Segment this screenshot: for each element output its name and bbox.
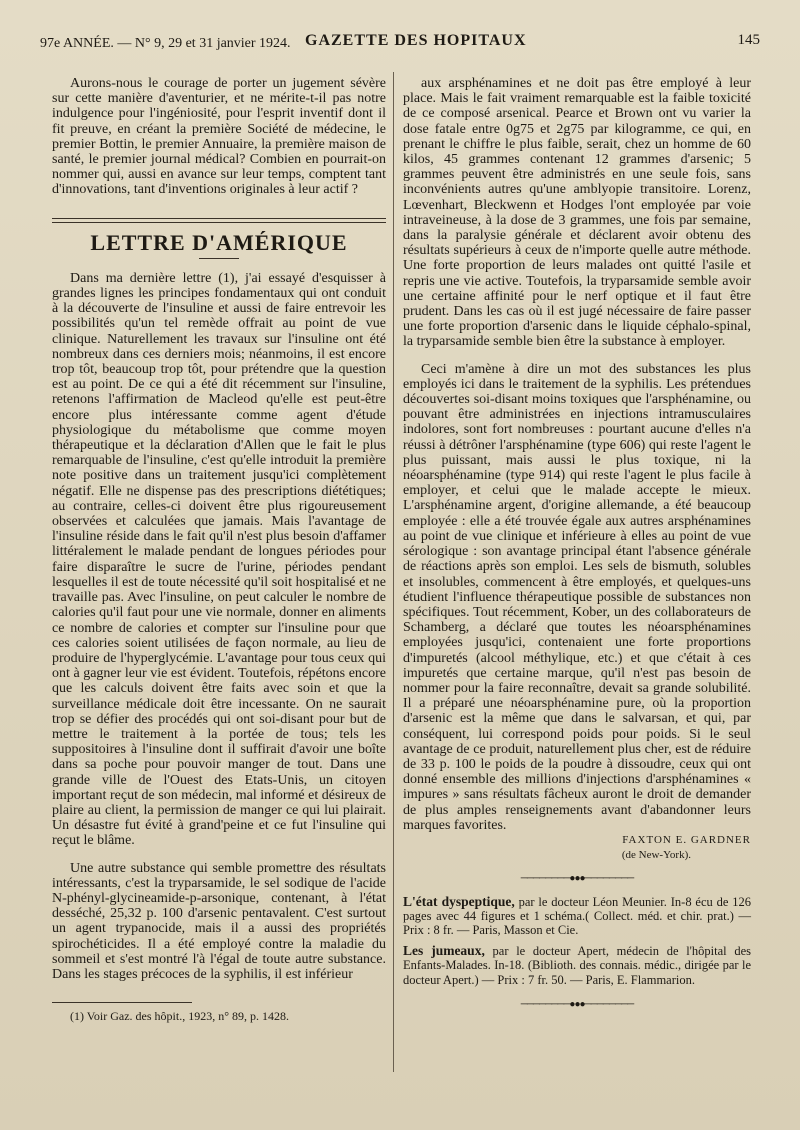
journal-title: GAZETTE DES HOPITAUX: [305, 32, 527, 49]
bibliography-entry-1: [403, 895, 751, 938]
article-paragraph-3: aux arsphénamines et ne doit pas être employé à leur place. Mais le fait vraiment remarquable est la faible toxicité de ce composé arsenical. Pearce et Brown ont vu varier la dose fatale entre 0g75 et 2g75 par kilogramme, ce qui, en prenant le chiffre le plus faible, serait, chez un homme de 60 kilos, 45 grammes contenant 12 grammes d'arsenic; 5 grammes peuvent être administrés en une seule fois, sans inconvénients autres qu'une amblyopie transitoire. Lorenz, Lœvenhart, Bleckwenn et Hodges l'ont employée par voie intraveineuse, à la dose de 3 grammes, une fois par semaine, dans la paralysie générale et déclarent avoir obtenu des résultats supérieurs à ceux de n'importe quelle autre méthode. Une forte proportion de leurs malades ont quitté l'asile et repris une vie active. Toutefois, la tryparsamide semble avoir une certaine affinité pour le nerf optique et il faut être prudent. Dans les cas où il est jugé nécessaire de faire passer une forte proportion d'arsenic dans le liquide céphalo-spinal, la tryparsamide semble bien être la substance à employer.: [403, 76, 751, 350]
right-column: [403, 76, 751, 1012]
intro-paragraph: Aurons-nous le courage de porter un jugement sévère sur cette manière d'aventurier, et ne mérite-t-il pas notre indulgence pour l'ingéniosité, pour l'esprit inventif dont il fit preuve, en créant la première Société de médecine, le premier Bottin, le premier Annuaire, la première maison de santé, le premier journal médical? Combien en pourrait-on nommer qui, aussi en avance sur leur temps, comptent tant d'innovations, tant d'inventions originales à leur actif ?: [52, 76, 386, 198]
page-header: [40, 30, 760, 60]
left-column: [52, 76, 386, 1024]
bibliography-entry-2: [403, 944, 751, 987]
section-title: LETTRE D'AMÉRIQUE: [90, 229, 348, 255]
footnote: (1) Voir Gaz. des hôpit., 1923, n° 89, p. 1428.: [70, 1009, 290, 1024]
page-number: 145: [737, 32, 760, 48]
article-paragraph-2: Une autre substance qui semble promettre des résultats intéressants, c'est la tryparsamide, le sel sodique de l'acide N-phényl-glycineamide-p-arsonique, contenant, à l'état desséché, 25,32 p. 100 d'arsenic pentavalent. C'est surtout un agent trypanocide, mais il a aussi des propriétés spirochéticides. Il a été employé contre la maladie du sommeil et s'est montré l'à l'égal de toute autre substance. Dans les stages précoces de la syphilis, il est inférieur: [52, 860, 386, 982]
article-paragraph-4: Ceci m'amène à dire un mot des substances les plus employés ici dans le traitement de la syphilis. Les prétendues découvertes soi-disant moins toxiques que l'arsphénamine, ou pouvant être administrées en injections intramusculaires indolores, sont fort nombreuses : pourtant aucune d'elles n'a réussi à détrôner l'arsphénamine (type 606) qui reste l'agent le plus puissant, mais aussi le plus toxique, ni la néoarsphénamine (type 914) qui reste l'agent le plus facile à employer, et celui que le malade accepte le mieux. L'arsphénamine argent, d'origine allemande, a été beaucoup employée : elle a été trouvée égale aux autres arsphénamines au point de vue clinique et inférieure à elles au point de vue sérologique : son avantage principal étant l'absence générale de réactions après son emploi. Les sels de bismuth, solubles et insolubles, commencent à être employés, et quelques-uns étudient l'influence thérapeutique possible de substances non spécifiques. Tout récemment, Kober, un des collaborateurs de Schamberg, a déclaré que toutes les néoarsphénamines employées jusqu'ici, contenaient une forte proportions d'impuretés (alcool méthylique, etc.) et que c'était à ces impuretés que certaine marque, qu'il n'est pas besoin de nommer pour la faire reconnaître, devait sa grande solubilité. Il a préparé une néoarsphénamine pure, où la proportion d'arsenic est la même que dans le salvarsan, et qui, par conséquent, lui correspond poids pour poids. Si le seul avantage de ce produit, naturellement plus cher, est de réduire de 33 p. 100 le poids de la poudre à dissoudre, ceux qui ont donné ensemble des millions d'injections d'arsphénamines « impures » sans résultats fâcheux auront le droit de demander de plus amples renseignements avant d'abandonner leurs marques favorites.: [403, 361, 751, 833]
end-ornament: ────────●●●────────: [520, 999, 634, 1010]
author-location: (de New-York).: [621, 849, 691, 862]
bib-text-2: par le docteur Apert, médecin de l'hôpital des Enfants-Malades. In-18. (Biblioth. des connais. médic., dirigée par le docteur Apert.) — Prix : 7 fr. 50. — Paris, E. Flammarion.: [403, 943, 752, 987]
separator-ornament: ────────●●●────────: [520, 873, 634, 885]
column-divider: [393, 72, 394, 1072]
bib-title-1: L'état dyspeptique,: [403, 893, 515, 909]
bib-text-1: par le docteur Léon Meunier. In-8 écu de 126 pages avec 44 figures et 1 schéma.( Collect. méd. et chir. prat.) — Prix : 8 fr. — Paris, Masson et Cie.: [403, 894, 752, 938]
issue-line: 97e ANNÉE. — N° 9, 29 et 31 janvier 1924.: [40, 36, 291, 51]
author-signature: FAXTON E. GARDNER: [622, 833, 751, 846]
article-paragraph-1: Dans ma dernière lettre (1), j'ai essayé d'esquisser à grandes lignes les principes fondamentaux qui ont conduit à la découverte de l'insuline et aussi de faire entrevoir les possibilités qu'un tel remède offrait au point de vue clinique. Naturellement les travaux sur l'insuline ont été nombreux dans ces derniers mois; néanmoins, il est encore trop tôt, beaucoup trop tôt, pour prétendre que la question est au point. De ce qui a été dit récemment sur l'insuline, retenons l'affirmation de Macleod qu'elle est peut-être encore plus intéressante comme agent d'étude physiologique du métabolisme que comme moyen thérapeutique et la déclaration d'Allen que le fait le plus remarquable de l'insuline, c'est qu'elle introduit la première note positive dans un traitement jusqu'ici complètement négatif. Elle ne dispense pas des prescriptions diététiques; au contraire, celles-ci doivent être plus rigoureusement observées et calculées que jamais. Mais l'avantage de l'insuline réside dans le fait qu'il n'est plus besoin d'affamer littéralement le malade pendant de longues périodes pour faire disparaître le sucre de l'urine, périodes pendant lesquelles il est de toute nécessité qu'il soit hospitalisé et ne travaille pas. Avec l'insuline, on peut calculer le nombre de calories qu'il faut pour une vie normale, donner en aliments ce nombre de calories et compter sur l'insuline pour que ces calories soient utilisées de façon normale, au lieu de produire de l'hyperglycémie. L'avantage pour tous ceux qui ont à gagner leur vie est évident. Toutefois, répétons encore que les calculs doivent être faits avec soin et que la surveillance médicale doit être incessante. On ne saurait trop se défier des procédés qui ont soi-disant pour but de mettre le traitement à la portée de tous; tels les suppositoires à l'insuline dont il suffirait d'avoir une boîte dans sa poche pour pouvoir manger de tout. Dans une grande ville de l'Ouest des Etats-Unis, un citoyen important reçut de son médecin, mal informé et désireux de plaire au client, la permission de manger ce qui lui plairait. Un désastre fut évité à grand'peine et ce fut l'insuline qui reçut le blâme.: [52, 270, 386, 849]
bib-title-2: Les jumeaux,: [403, 942, 485, 958]
